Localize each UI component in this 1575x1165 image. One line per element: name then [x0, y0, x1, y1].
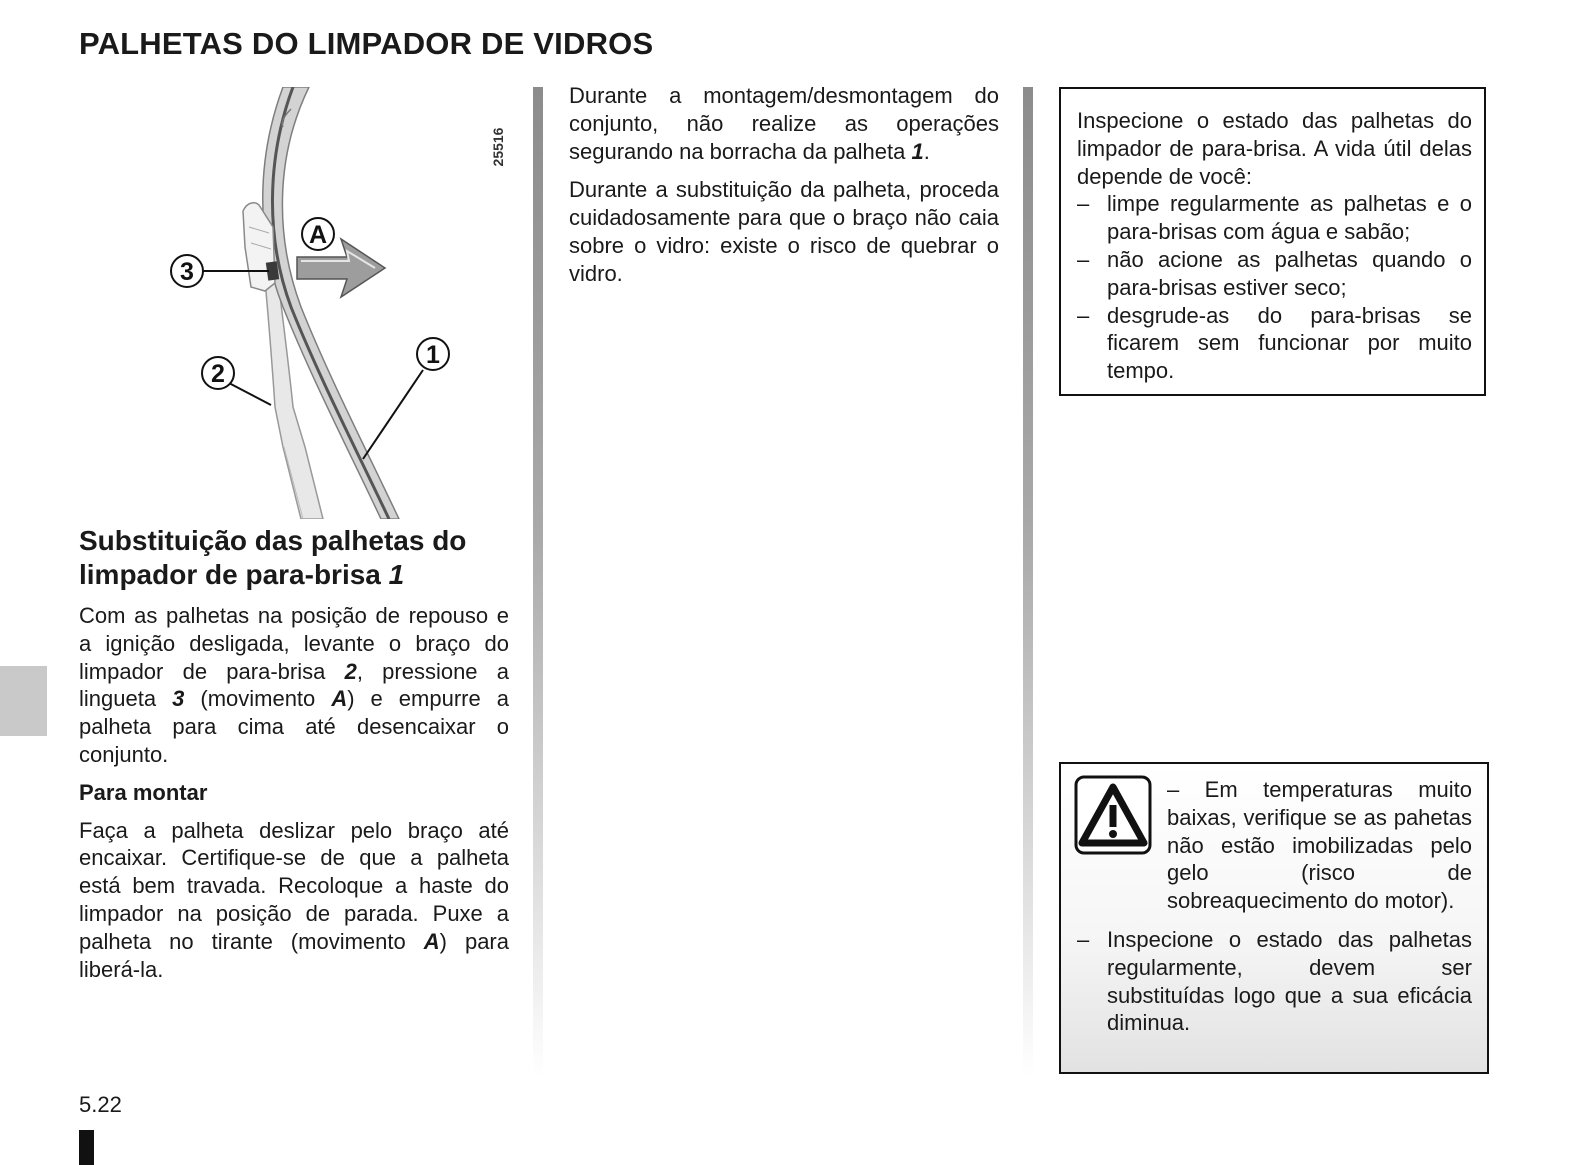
list-item-text: não acione as palhetas quando o para-brisas estiver seco;: [1107, 246, 1472, 300]
list-dash: –: [1077, 246, 1090, 272]
emphasis-ref: 3: [172, 686, 185, 712]
wiper-blade-illustration: [79, 87, 519, 519]
warning-box: [1059, 762, 1489, 1074]
section-heading: [79, 524, 519, 592]
emphasis-ref: 2: [344, 658, 357, 684]
column-divider-left: [533, 87, 543, 1077]
page-title: PALHETAS DO LIMPADOR DE VIDROS: [79, 26, 654, 61]
list-item: [1077, 302, 1472, 385]
warning-list: [1077, 926, 1472, 1037]
figure-code: 25516: [490, 127, 506, 167]
middle-column-body: [569, 82, 999, 288]
list-item: [1077, 190, 1472, 246]
callout-1: 1: [426, 341, 440, 369]
caution-paragraph-2: Durante a substituição da palheta, proceda cuidadosamente para que o braço não caia sobre o vidro: existe o risco de quebrar o vidro.: [569, 177, 999, 286]
column-divider-right: [1023, 87, 1033, 1077]
warning-item-1: – Em temperaturas muito baixas, verifique se as pahetas não estão imobilizadas pelo gelo (risco de sobreaquecimento do motor).: [1167, 777, 1472, 914]
removal-paragraph: Com as palhetas na posição de repouso e a ignição desligada, levante o braço do limpador de para-brisa 2, pressione a lingueta 3 (movimento A) e empurre a palheta para cima até desencaixar o conjunto.: [79, 603, 509, 767]
list-item-text: limpe regularmente as palhetas e o para-brisas com água e sabão;: [1107, 191, 1472, 245]
callout-a: A: [308, 221, 328, 249]
left-column-body: [79, 602, 509, 983]
list-dash: –: [1077, 302, 1090, 328]
page-marker: [79, 1130, 94, 1165]
section-heading-ref: 1: [388, 559, 405, 590]
caution-paragraph-1: Durante a montagem/desmontagem do conjunto, não realize as operações segurando na borracha da palheta 1.: [569, 83, 999, 164]
section-heading-text: Substituição das palhetas do limpador de para-brisa: [79, 525, 467, 590]
emphasis-ref: 1: [911, 138, 924, 164]
info-list: [1077, 190, 1472, 385]
emphasis-ref: A: [331, 686, 348, 712]
warning-triangle-icon: [1074, 775, 1152, 855]
emphasis-ref: A: [423, 928, 440, 954]
list-dash: –: [1077, 927, 1090, 952]
list-item: [1077, 246, 1472, 302]
list-item: [1077, 926, 1472, 1037]
install-paragraph: Faça a palheta deslizar pelo braço até encaixar. Certifique-se de que a palheta está bem travada. Recoloque a haste do limpador na posição de parada. Puxe a palheta no tirante (movimento A) para liberá-la.: [79, 817, 509, 982]
callout-2: 2: [211, 360, 225, 388]
info-box: [1059, 87, 1486, 396]
info-intro: Inspecione o estado das palhetas do limpador de para-brisa. A vida útil delas depende de você:: [1077, 108, 1472, 189]
chapter-tab: [0, 666, 47, 736]
list-dash: –: [1077, 191, 1090, 217]
list-item-text: desgrude-as do para-brisas se ficarem sem funcionar por muito tempo.: [1107, 302, 1472, 384]
page-number: 5.22: [79, 1092, 122, 1117]
warning-item-2: Inspecione o estado das palhetas regularmente, devem ser substituídas logo que a sua eficácia diminua.: [1107, 927, 1472, 1036]
install-subheading: Para montar: [79, 779, 208, 805]
callout-3: 3: [180, 258, 194, 286]
